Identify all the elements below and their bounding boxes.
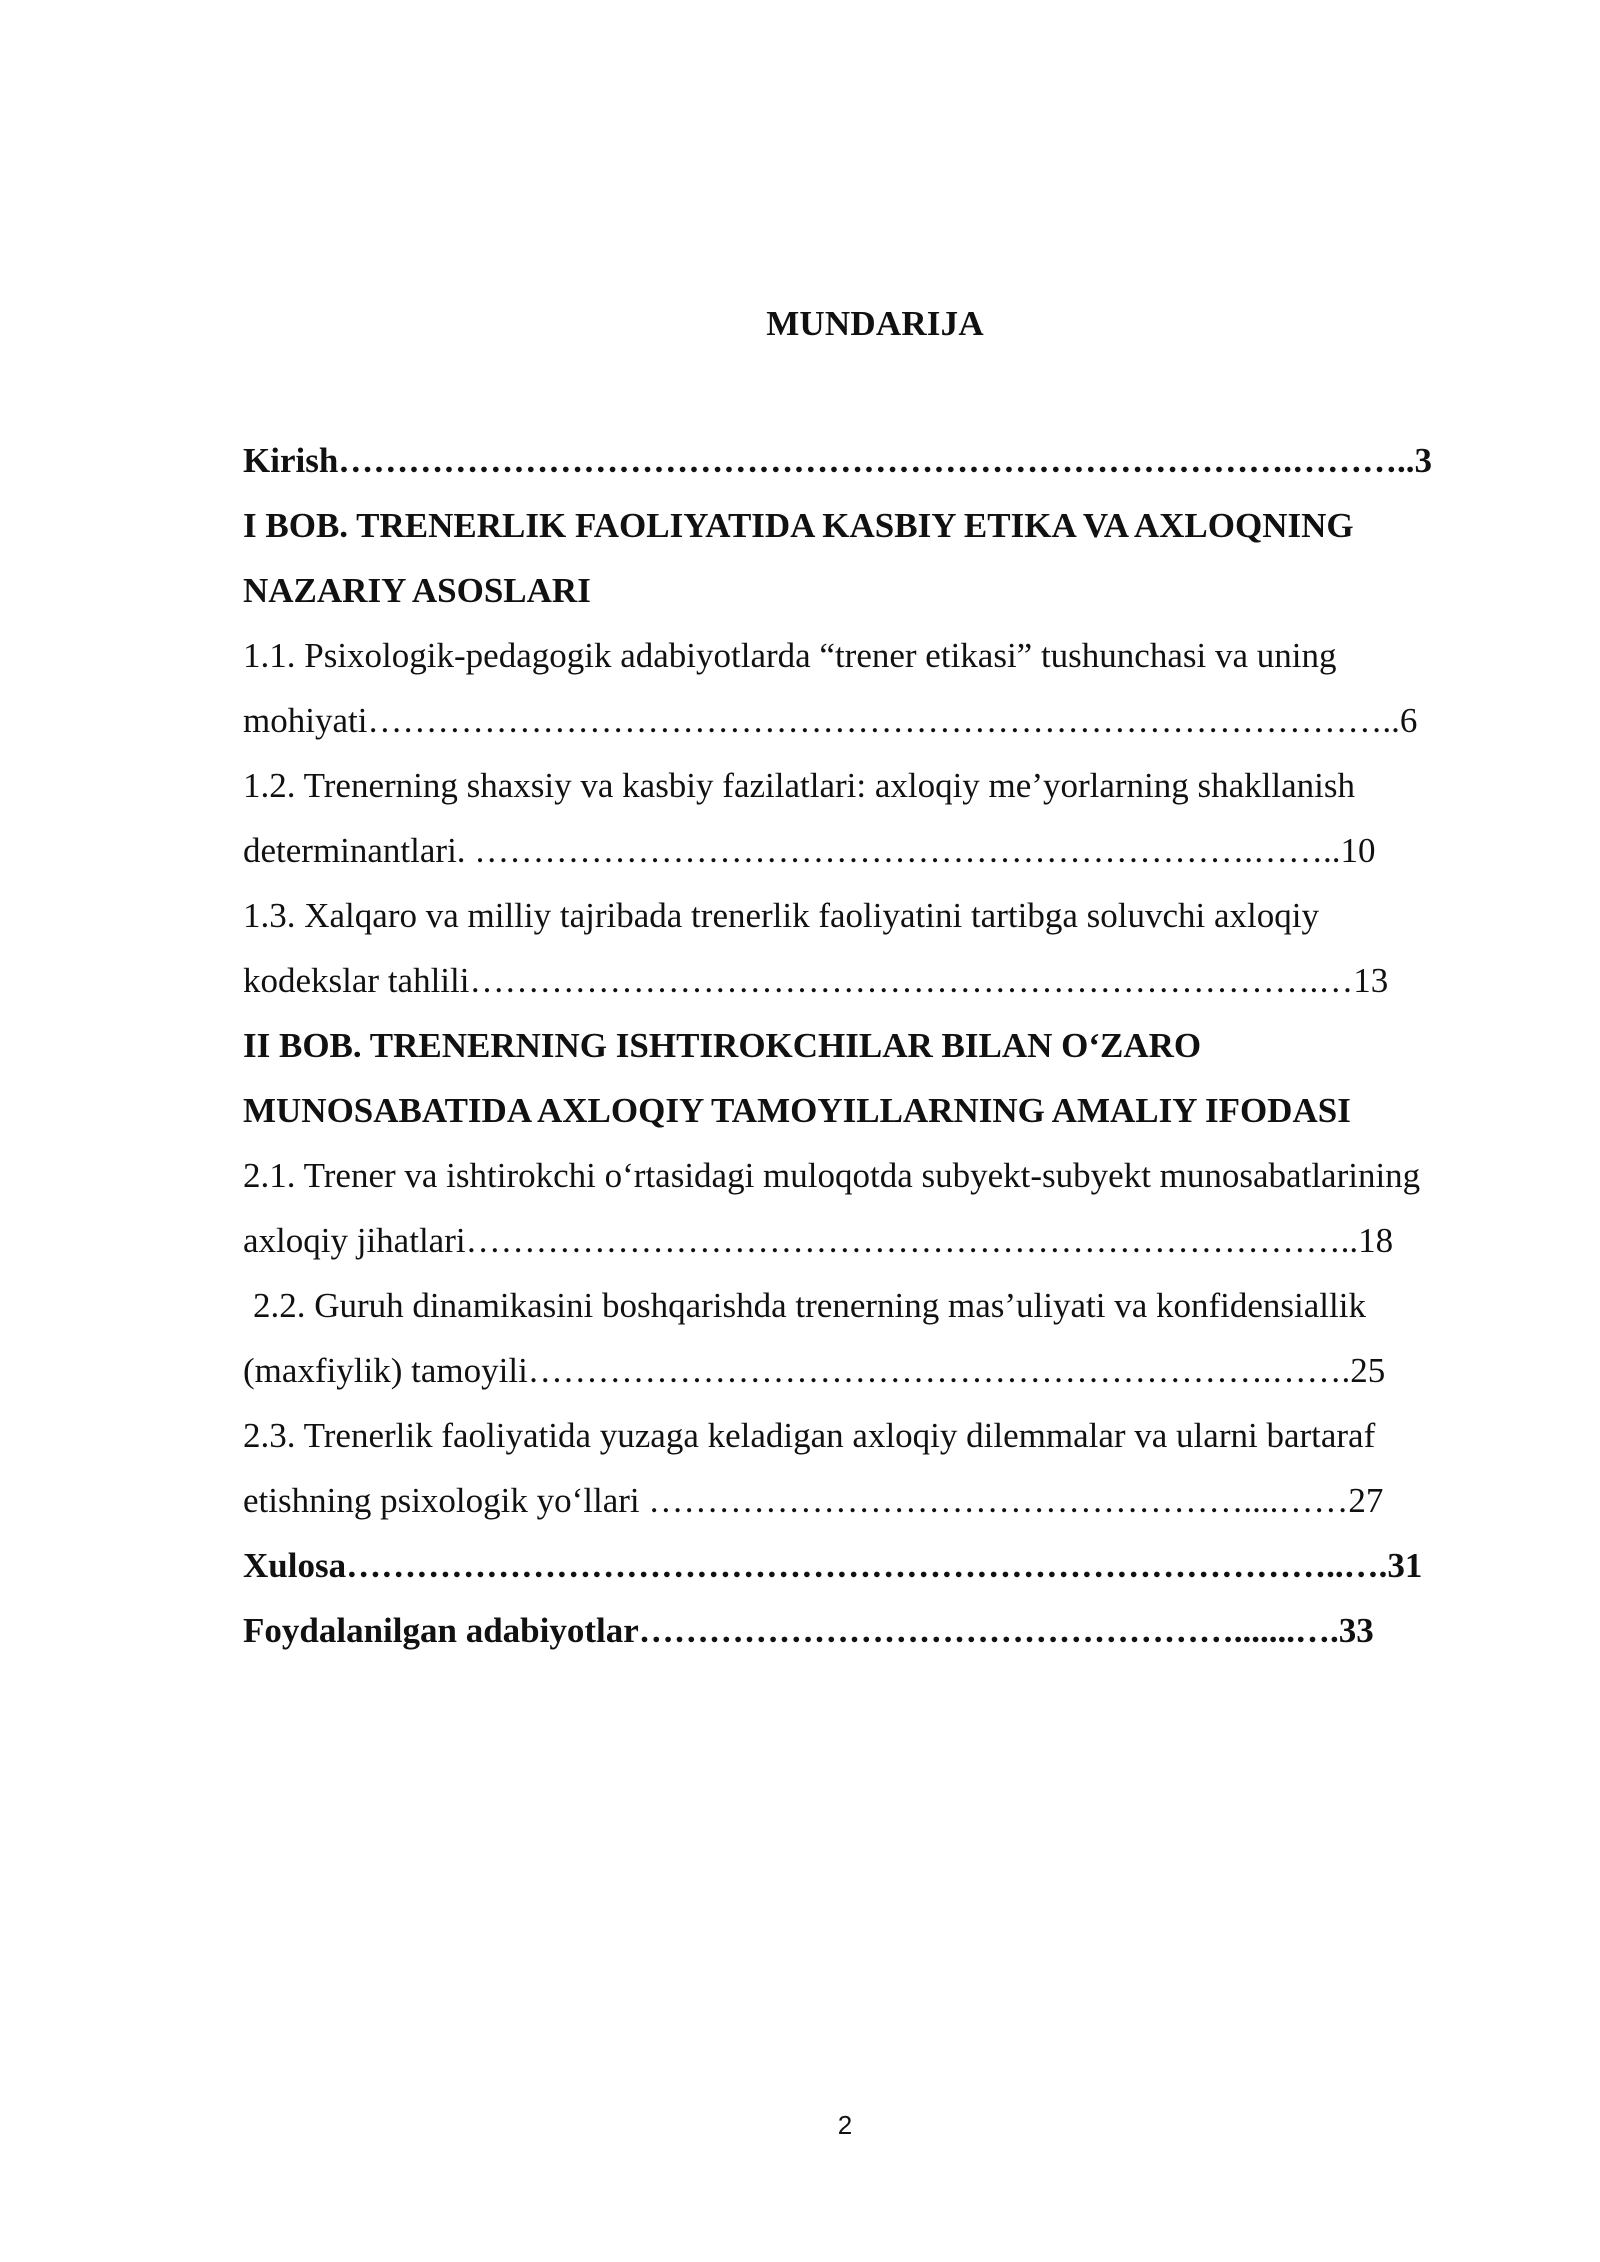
toc-entry-2-2: 2.2. Guruh dinamikasini boshqarishda trenerning mas’uliyati va konfidensiallik	[253, 1286, 1366, 1325]
toc-entry-2-2-continuation: (maxfiylik) tamoyili……………………………………………………….…….25	[243, 1351, 1386, 1390]
toc-entry-1-1-continuation: mohiyati……………………………………………………………………………..6	[243, 701, 1418, 740]
toc-entry-1-3-continuation: kodekslar tahlili……………………………………………………………….…13	[243, 961, 1389, 1000]
toc-entry-references: Foydalanilgan adabiyotlar…………………………………………….......….33	[243, 1611, 1374, 1650]
toc-chapter-1-heading-continuation: NAZARIY ASOSLARI	[243, 571, 591, 610]
toc-entry-1-1: 1.1. Psixologik-pedagogik adabiyotlarda “trener etikasi” tushunchasi va uning	[243, 636, 1337, 675]
toc-entry-2-3: 2.3. Trenerlik faoliyatida yuzaga keladigan axloqiy dilemmalar va ularni bartaraf	[243, 1416, 1376, 1455]
page-title: MUNDARIJA	[766, 304, 984, 343]
toc-entry-2-1-continuation: axloqiy jihatlari…………………………………………………………………..18	[243, 1221, 1394, 1260]
toc-entry-1-3: 1.3. Xalqaro va milliy tajribada trenerlik faoliyatini tartibga soluvchi axloqiy	[243, 896, 1319, 935]
toc-chapter-2-heading: II BOB. TRENERNING ISHTIROKCHILAR BILAN O‘ZARO	[243, 1026, 1202, 1065]
table-of-contents	[243, 428, 1513, 1663]
toc-chapter-1-heading: I BOB. TRENERLIK FAOLIYATIDA KASBIY ETIKA VA AXLOQNING	[243, 506, 1354, 545]
toc-entry-introduction: Kirish……………………………………………………………………….………..3	[243, 441, 1433, 480]
toc-entry-2-1: 2.1. Trener va ishtirokchi o‘rtasidagi muloqotda subyekt-subyekt munosabatlarining	[243, 1156, 1421, 1195]
toc-entry-1-2-continuation: determinantlari. ………………………………………………………….……..10	[243, 831, 1376, 870]
toc-entry-2-3-continuation: etishning psixologik yo‘llari ……………………………………………....……27	[243, 1481, 1384, 1520]
toc-entry-conclusion: Xulosa…………………………………………………………………………..….31	[243, 1546, 1423, 1585]
toc-entry-1-2: 1.2. Trenerning shaxsiy va kasbiy fazilatlari: axloqiy me’yorlarning shakllanish	[243, 766, 1356, 805]
page-number: 2	[837, 2110, 853, 2140]
toc-chapter-2-heading-continuation: MUNOSABATIDA AXLOQIY TAMOYILLARNING AMALIY IFODASI	[243, 1091, 1351, 1130]
